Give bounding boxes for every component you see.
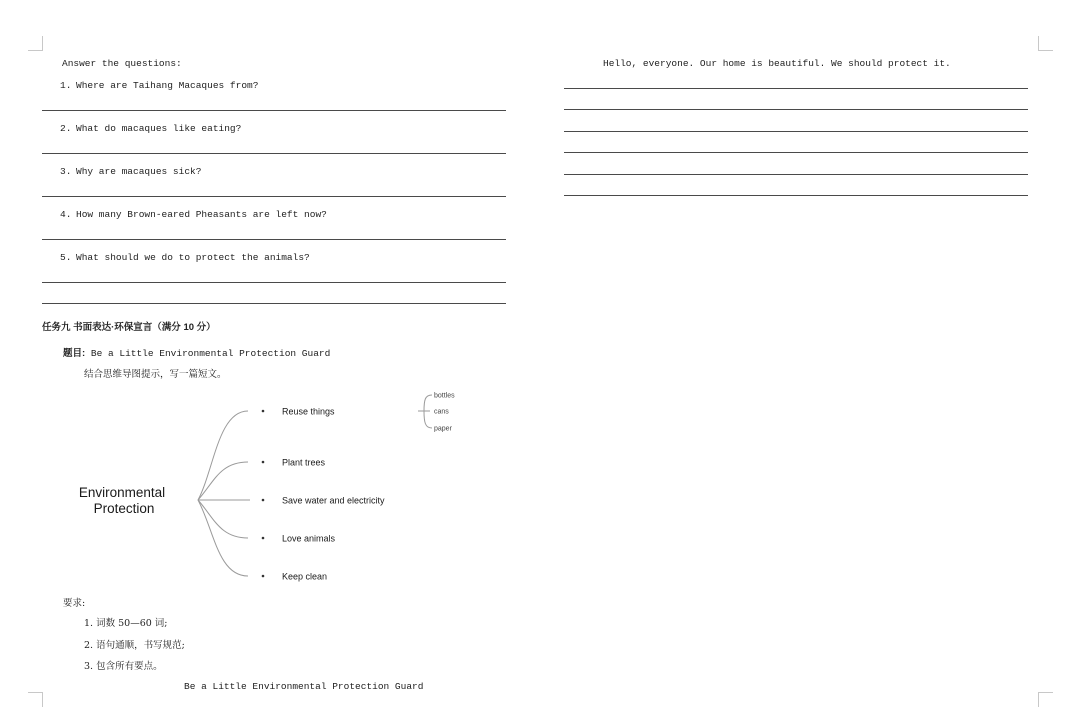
question-number: 4.: [60, 209, 72, 220]
writing-line-6[interactable]: [564, 195, 1028, 196]
branch-keep-clean: Keep clean: [282, 571, 328, 582]
bullet: [262, 499, 265, 502]
bullet: [262, 537, 265, 540]
corner-mark-bottom-right: [1038, 692, 1053, 707]
corner-mark-bottom-left: [28, 692, 43, 707]
writing-line-1[interactable]: [564, 88, 1028, 89]
requirement-1: 1. 词数 50—60 词;: [84, 618, 168, 629]
essay-title: Be a Little Environmental Protection Guard: [184, 681, 424, 692]
writing-line-4[interactable]: [564, 152, 1028, 153]
question-text: Where are Taihang Macaques from?: [76, 80, 259, 91]
question-text: How many Brown-eared Pheasants are left now?: [76, 209, 327, 220]
writing-line-3[interactable]: [564, 131, 1028, 132]
topic-label: 题目:: [63, 348, 86, 359]
branch-connector-reuse: [198, 411, 248, 500]
question-text: Why are macaques sick?: [76, 166, 202, 177]
question-number: 3.: [60, 166, 72, 177]
branch-save-water: Save water and electricity: [282, 495, 385, 506]
task-heading: 任务九 书面表达·环保宣言（满分 10 分）: [42, 322, 216, 333]
bullet: [262, 410, 265, 413]
instruction: Answer the questions:: [62, 58, 182, 69]
writing-prompt: 结合思维导图提示，写一篇短文。: [84, 369, 227, 380]
requirements-label: 要求:: [63, 598, 86, 609]
bullet: [262, 461, 265, 464]
branch-reuse-things: Reuse things: [282, 406, 335, 417]
branch-connector-clean: [198, 500, 248, 576]
writing-line-5[interactable]: [564, 174, 1028, 175]
mind-map: [0, 0, 520, 600]
branch-love-animals: Love animals: [282, 533, 336, 544]
sub-branch-bottles: bottles: [434, 392, 455, 400]
essay-opening-line: Hello, everyone. Our home is beautiful. We should protect it.: [603, 58, 951, 69]
branch-connector-animals: [198, 500, 248, 538]
requirement-2: 2. 语句通顺，书写规范;: [84, 640, 185, 651]
topic-text: Be a Little Environmental Protection Guard: [85, 348, 331, 359]
question-number: 1.: [60, 80, 72, 91]
corner-mark-top-right: [1038, 36, 1053, 51]
question-number: 2.: [60, 123, 72, 134]
question-text: What do macaques like eating?: [76, 123, 242, 134]
mind-map-connectors: [198, 395, 432, 576]
question-number: 5.: [60, 252, 72, 263]
question-text: What should we do to protect the animals?: [76, 252, 310, 263]
branch-bullets: [262, 410, 265, 578]
bullet: [262, 575, 265, 578]
branch-plant-trees: Plant trees: [282, 457, 326, 468]
requirement-3: 3. 包含所有要点。: [84, 661, 163, 672]
mind-map-center-line-1: Environmental: [78, 485, 166, 500]
mind-map-center-line-2: Protection: [93, 501, 155, 516]
sub-branch-paper: paper: [434, 425, 452, 433]
writing-line-2[interactable]: [564, 109, 1028, 110]
sub-branch-cans: cans: [434, 408, 449, 416]
